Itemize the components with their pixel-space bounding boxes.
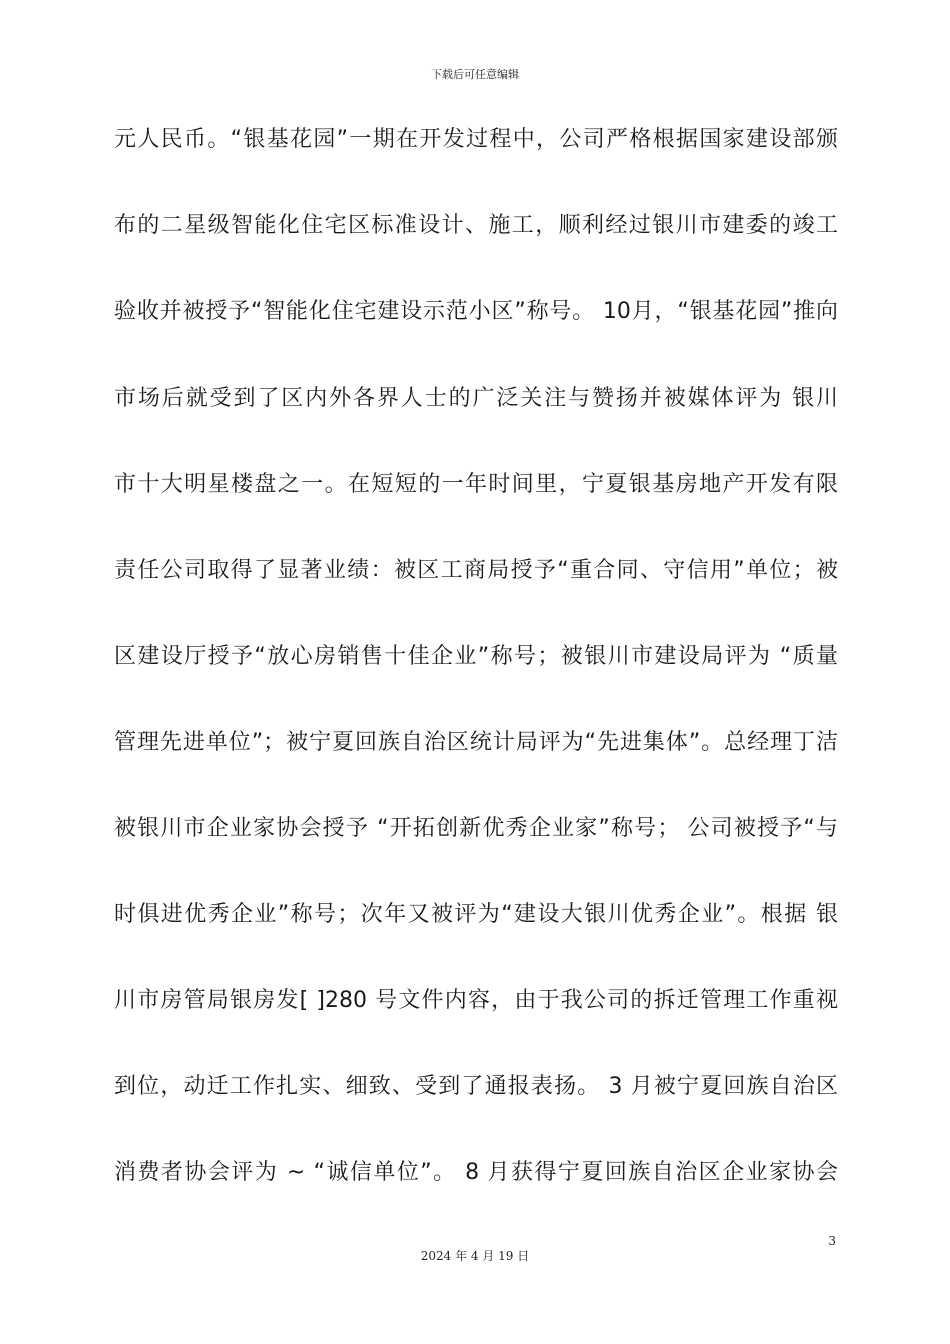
text-line: 管理先进单位”；被宁夏回族自治区统计局评为“先进集体”。总经理丁洁	[114, 730, 838, 755]
text-line: 元人民币。“银基花园”一期在开发过程中，公司严格根据国家建设部颁	[114, 127, 838, 152]
footer-date: 2024 年 4 月 19 日	[420, 1249, 530, 1263]
text-line: 被银川市企业家协会授予 “开拓创新优秀企业家”称号； 公司被授予“与	[114, 816, 838, 841]
text-line: 市十大明星楼盘之一。在短短的一年时间里，宁夏银基房地产开发有限	[114, 472, 838, 497]
text-line: 到位，动迁工作扎实、细致、受到了通报表扬。 3 月被宁夏回族自治区	[114, 1074, 838, 1099]
text-line: 市场后就受到了区内外各界人士的广泛关注与赞扬并被媒体评为 银川	[114, 386, 838, 411]
text-line: 川市房管局银房发[ ]280 号文件内容，由于我公司的拆迁管理工作重视	[114, 988, 838, 1013]
text-line: 区建设厅授予“放心房销售十佳企业”称号；被银川市建设局评为 “质量	[114, 644, 838, 669]
text-line: 时俱进优秀企业”称号；次年又被评为“建设大银川优秀企业”。根据 银	[114, 902, 838, 927]
text-line: 布的二星级智能化住宅区标准设计、施工，顺利经过银川市建委的竣工	[114, 213, 838, 238]
text-line: 验收并被授予“智能化住宅建设示范小区”称号。 10月，“银基花园”推向	[114, 299, 838, 324]
text-line: 责任公司取得了显著业绩：被区工商局授予“重合同、守信用”单位；被	[114, 558, 838, 583]
page-header: 下载后可任意编辑	[431, 68, 519, 81]
page-number: 3	[828, 1234, 836, 1248]
text-line: 消费者协会评为 ~ “诚信单位”。 8 月获得宁夏回族自治区企业家协会	[114, 1160, 838, 1185]
